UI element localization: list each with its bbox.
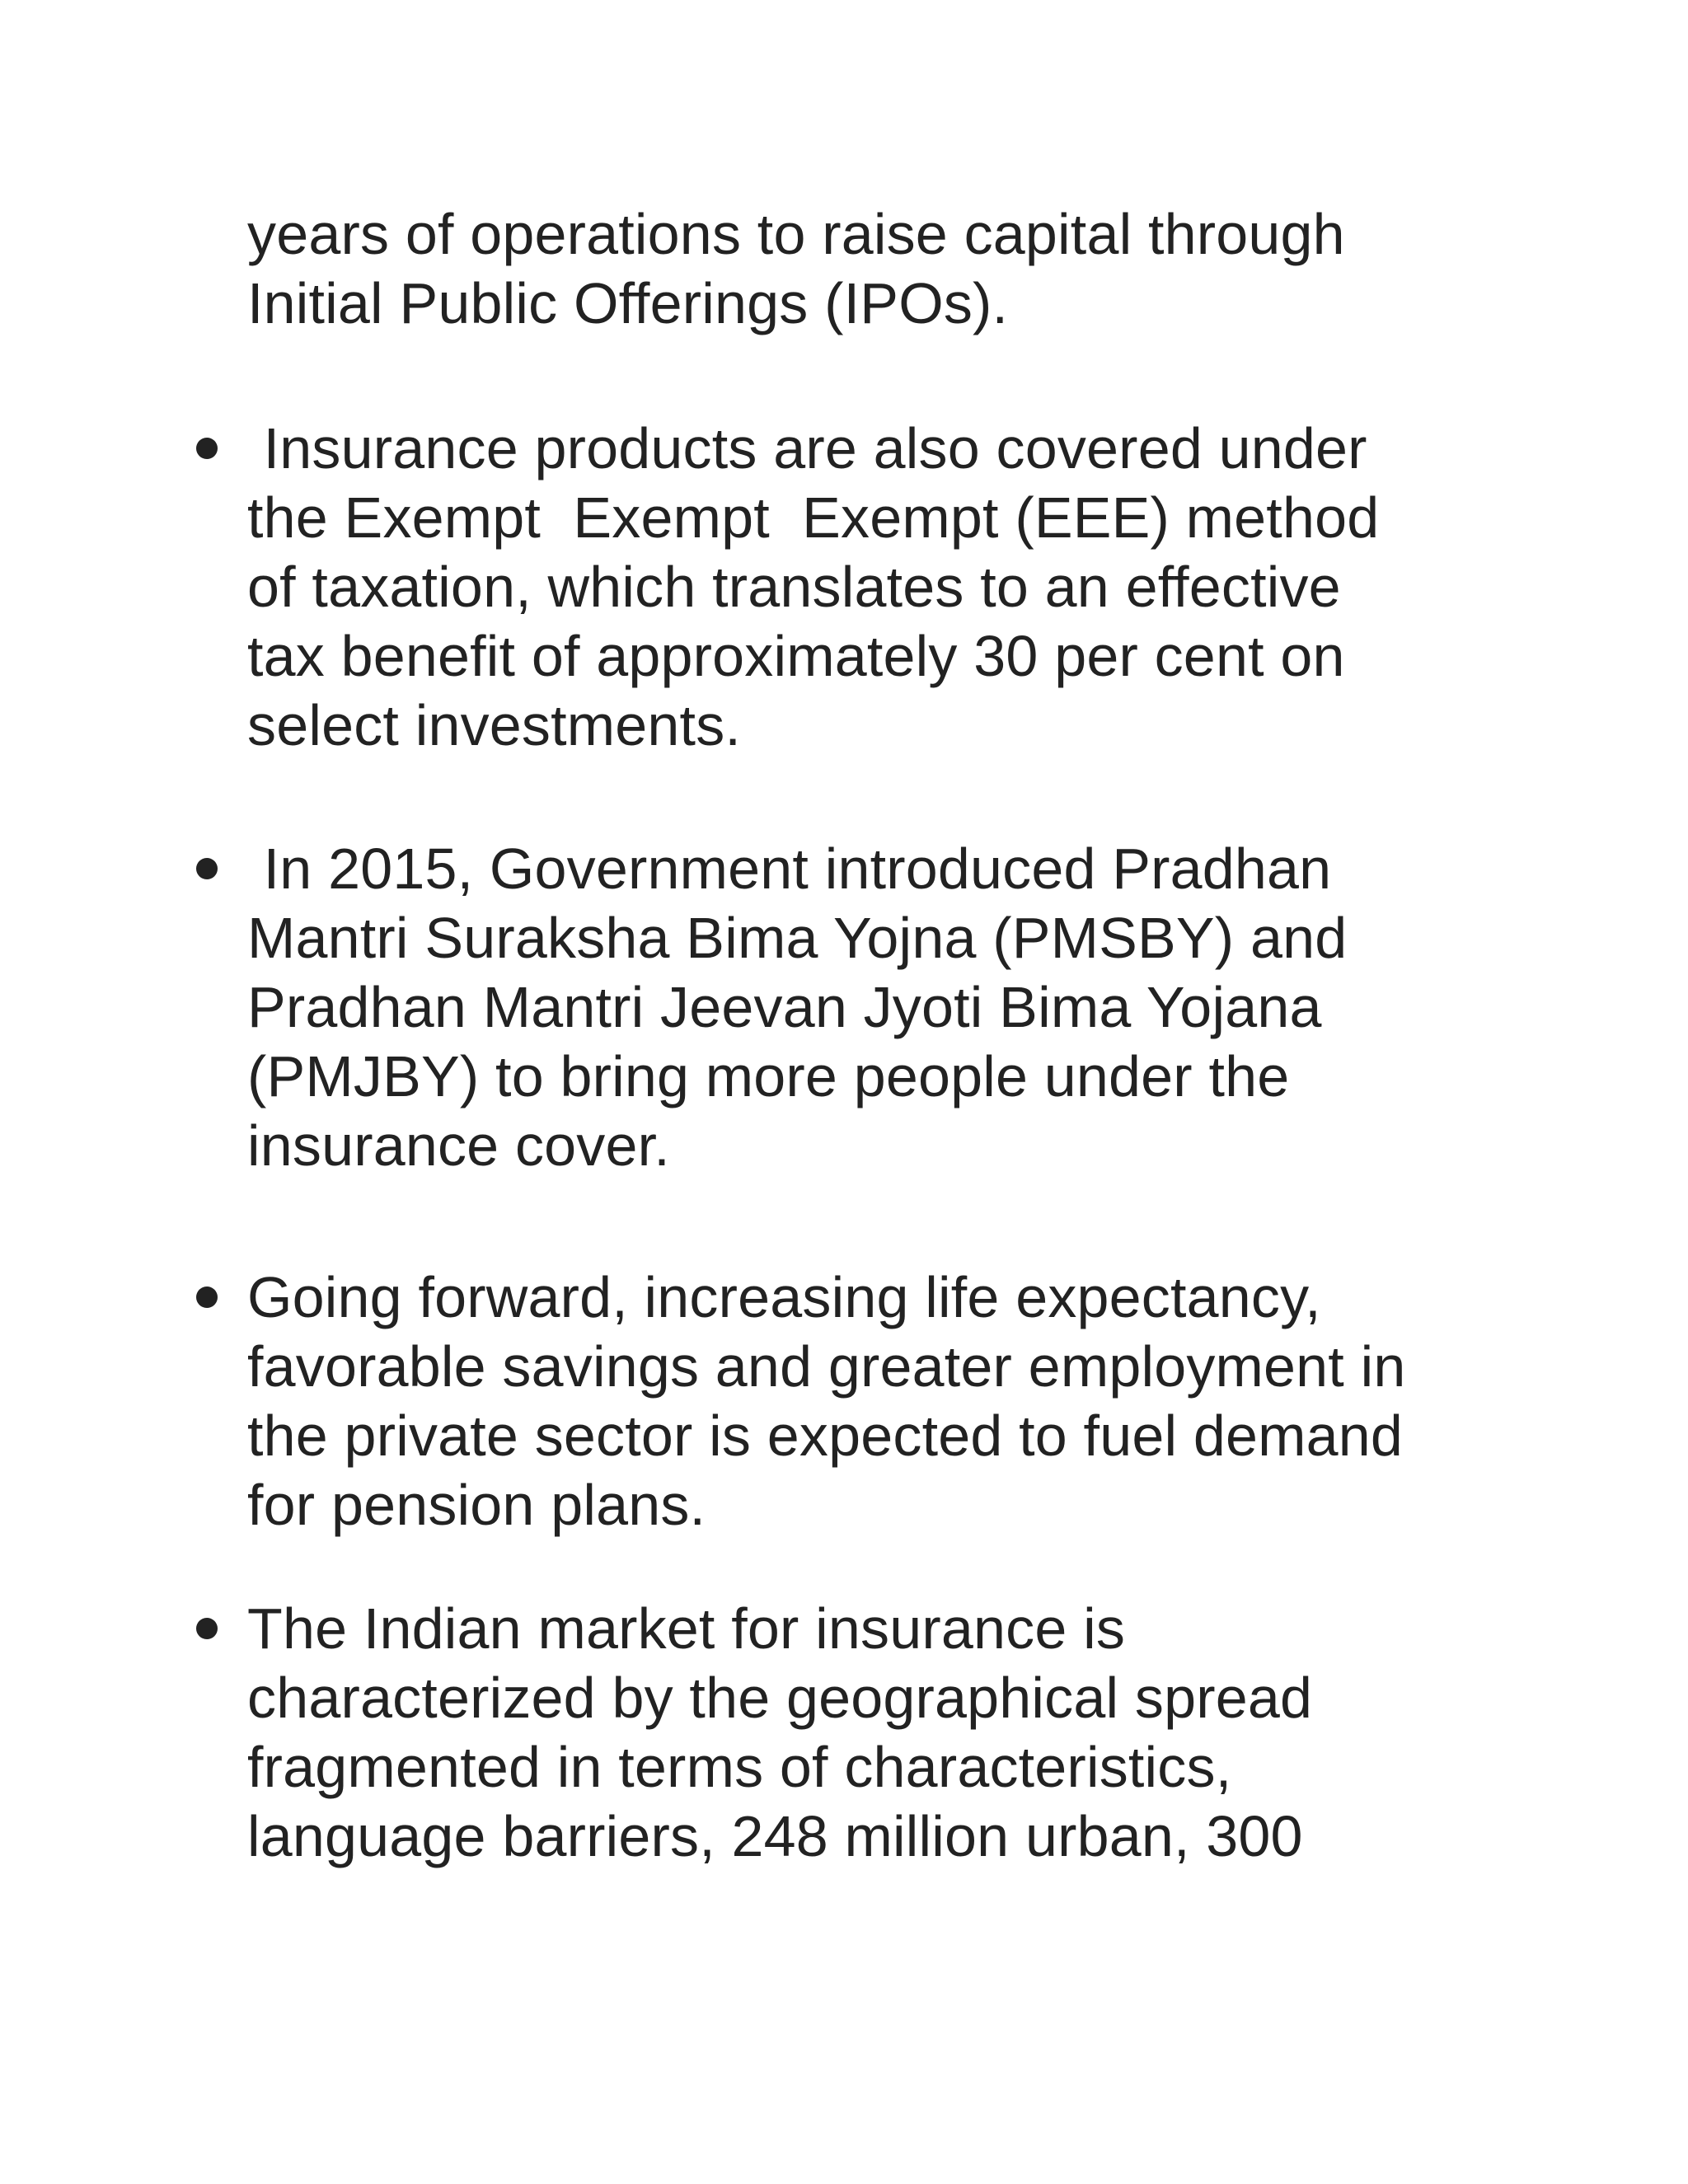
bullet-line: Insurance products are also covered under xyxy=(247,416,1367,480)
bullet-line: In 2015, Government introduced Pradhan xyxy=(247,837,1332,901)
bullet-icon xyxy=(196,438,218,459)
bullet-line: fragmented in terms of characteristics, xyxy=(247,1735,1232,1799)
bullet-line: (PMJBY) to bring more people under the xyxy=(247,1044,1290,1108)
bullet-line: favorable savings and greater employment in xyxy=(247,1334,1406,1399)
bullet-line: the private sector is expected to fuel demand xyxy=(247,1404,1404,1468)
bullet-line: of taxation, which translates to an effective xyxy=(247,555,1341,619)
bullet-line: select investments. xyxy=(247,693,742,757)
bullet-line: characterized by the geographical spread xyxy=(247,1666,1313,1730)
bullet-icon xyxy=(196,1618,218,1639)
bullet-line: for pension plans. xyxy=(247,1473,706,1537)
bullet-line: language barriers, 248 million urban, 300 xyxy=(247,1804,1303,1868)
bullet-line: Mantri Suraksha Bima Yojna (PMSBY) and xyxy=(247,906,1348,970)
paragraph-line: years of operations to raise capital through xyxy=(247,202,1345,266)
bullet-line: The Indian market for insurance is xyxy=(247,1596,1126,1661)
bullet-line: tax benefit of approximately 30 per cent on xyxy=(247,624,1345,688)
bullet-icon xyxy=(196,858,218,879)
bullet-line: insurance cover. xyxy=(247,1113,670,1178)
bullet-line: Pradhan Mantri Jeevan Jyoti Bima Yojana xyxy=(247,975,1322,1039)
paragraph-line: Initial Public Offerings (IPOs). xyxy=(247,271,1009,335)
bullet-line: Going forward, increasing life expectancy, xyxy=(247,1265,1321,1329)
bullet-icon xyxy=(196,1286,218,1308)
bullet-line: the Exempt Exempt Exempt (EEE) method xyxy=(247,485,1380,550)
